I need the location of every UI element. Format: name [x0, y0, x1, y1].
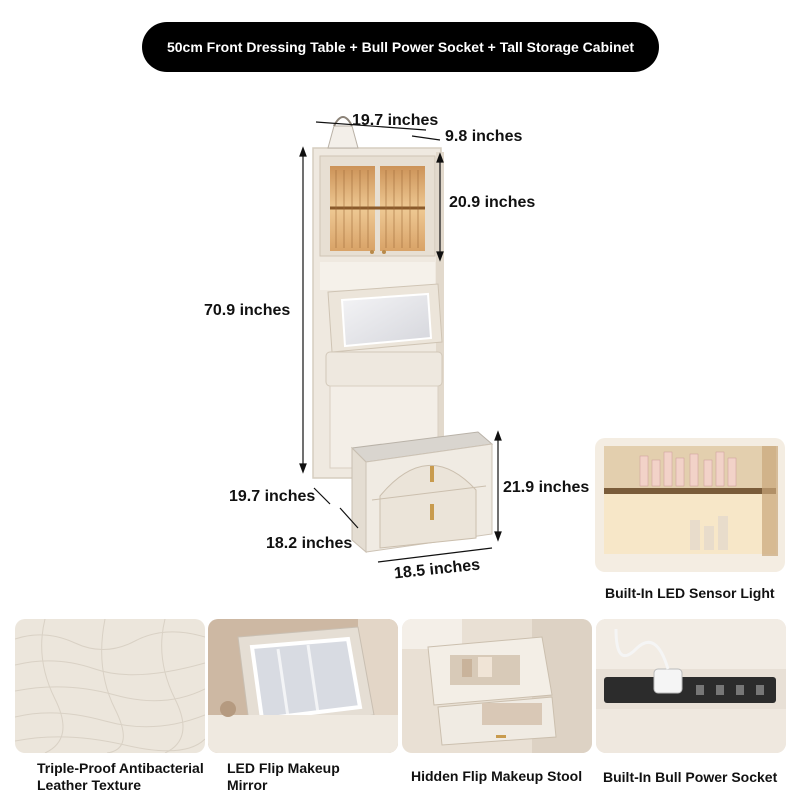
dim-base-depth: 19.7 inches [229, 488, 316, 505]
leather-texture-photo [15, 619, 205, 753]
dim-stool-depth: 18.2 inches [266, 535, 353, 552]
led-shelf-photo [595, 438, 785, 572]
feature-caption-led: Built-In LED Sensor Light [605, 585, 775, 601]
tall-cabinet [313, 117, 444, 478]
dim-total-height: 70.9 inches [204, 302, 291, 319]
feature-caption-stool: Hidden Flip Makeup Stool [411, 768, 583, 784]
dim-stool-width: 18.5 inches [393, 556, 481, 583]
dim-stool-height: 21.9 inches [503, 479, 590, 496]
stool [352, 432, 492, 552]
product-title: 50cm Front Dressing Table + Bull Power Socket + Tall Storage Cabinet [166, 39, 635, 55]
dim-cabinet-height: 20.9 inches [449, 194, 536, 211]
feature-caption-leather: Triple-Proof Antibacterial Leather Texture [37, 760, 204, 793]
feature-caption-mirror: LED Flip Makeup Mirror [227, 760, 340, 793]
flip-mirror-photo [208, 619, 398, 753]
feature-caption-socket: Built-In Bull Power Socket [603, 769, 778, 785]
dim-depth-top: 9.8 inches [445, 128, 523, 145]
dim-width-top: 19.7 inches [352, 112, 439, 129]
stool-drawer-photo [402, 619, 592, 753]
power-socket-photo [596, 619, 786, 753]
